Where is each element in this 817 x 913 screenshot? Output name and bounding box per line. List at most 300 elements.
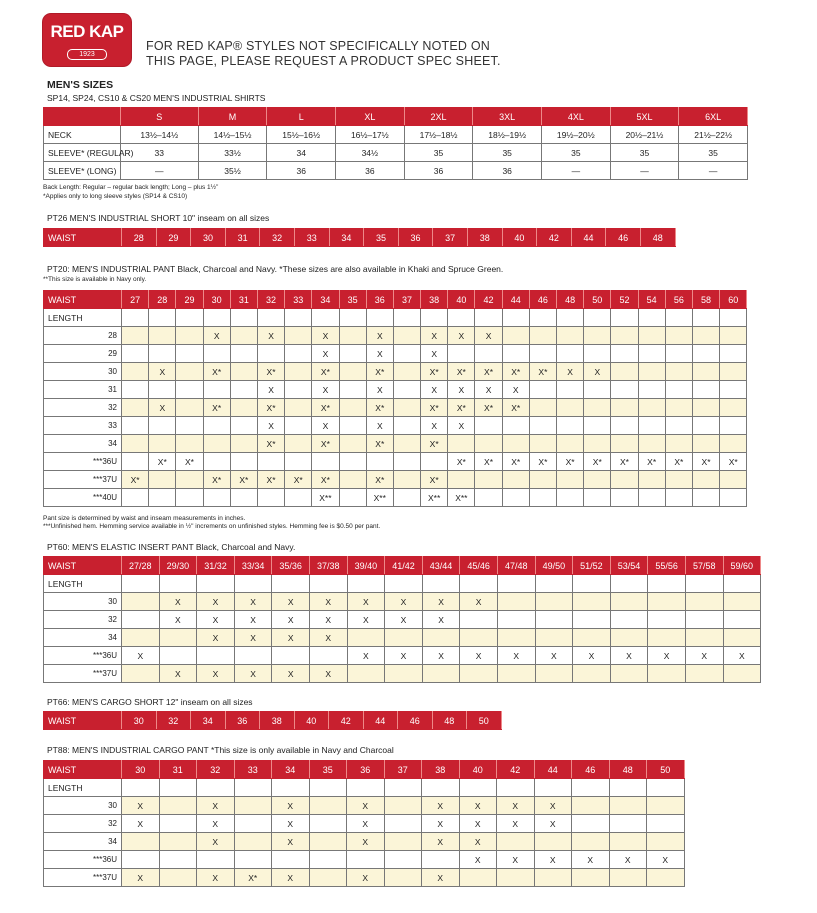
availability-cell: [648, 593, 686, 611]
availability-cell: [638, 417, 665, 435]
availability-cell: X: [272, 869, 310, 887]
availability-cell: [176, 345, 203, 363]
waist-size: 31: [159, 761, 197, 779]
availability-cell: X*: [203, 363, 230, 381]
availability-cell: X*: [475, 453, 502, 471]
availability-cell: X: [149, 399, 176, 417]
availability-cell: [557, 435, 584, 453]
table-row: [44, 869, 685, 887]
availability-cell: [529, 399, 556, 417]
availability-cell: [665, 363, 692, 381]
table-row: [44, 435, 747, 453]
empty-cell: [648, 575, 686, 593]
availability-cell: X: [385, 647, 423, 665]
availability-cell: [557, 489, 584, 507]
empty-cell: [535, 575, 573, 593]
availability-cell: [529, 435, 556, 453]
availability-cell: [611, 381, 638, 399]
availability-cell: [692, 471, 719, 489]
availability-cell: [285, 435, 312, 453]
waist-label: WAIST: [44, 761, 122, 779]
availability-cell: [502, 435, 529, 453]
availability-cell: [573, 611, 611, 629]
availability-cell: [422, 851, 460, 869]
length-row-label: ***36U: [44, 647, 122, 665]
waist-size: 44: [363, 712, 398, 730]
availability-cell: [535, 665, 573, 683]
availability-cell: [203, 345, 230, 363]
availability-cell: X: [497, 851, 535, 869]
availability-cell: X: [272, 833, 310, 851]
availability-cell: [159, 851, 197, 869]
empty-cell: [347, 575, 385, 593]
availability-cell: X*: [529, 453, 556, 471]
size-cell: 15½–16½: [267, 126, 336, 144]
availability-cell: [122, 417, 149, 435]
table-row: [44, 363, 747, 381]
availability-cell: X: [312, 327, 339, 345]
table-row: [44, 381, 747, 399]
availability-cell: [149, 471, 176, 489]
availability-cell: [692, 417, 719, 435]
waist-size: 48: [557, 291, 584, 309]
waist-size: 30: [122, 712, 157, 730]
length-header-row: [44, 309, 747, 327]
waist-size: 50: [584, 291, 611, 309]
length-row-label: 29: [44, 345, 122, 363]
waist-size: 34: [312, 291, 339, 309]
availability-cell: [459, 869, 497, 887]
availability-cell: [557, 399, 584, 417]
red-kap-logo: [43, 14, 131, 66]
waist-size: 36: [398, 229, 433, 247]
waist-size: 50: [467, 712, 502, 730]
size-cell: 33: [120, 144, 198, 162]
empty-cell: [197, 779, 235, 797]
availability-cell: X*: [502, 453, 529, 471]
pt60-size-table: [43, 556, 761, 683]
availability-cell: X*: [557, 453, 584, 471]
availability-cell: X*: [230, 471, 257, 489]
empty-cell: [572, 779, 610, 797]
availability-cell: X*: [692, 453, 719, 471]
availability-cell: [638, 489, 665, 507]
notice-line-2: THIS PAGE, PLEASE REQUEST A PRODUCT SPEC SHEET.: [146, 54, 501, 68]
waist-size: 42: [475, 291, 502, 309]
empty-cell: [309, 779, 347, 797]
availability-cell: X*: [257, 363, 284, 381]
availability-cell: [692, 363, 719, 381]
availability-cell: [685, 629, 723, 647]
availability-cell: [584, 399, 611, 417]
shirt-size-header: 6XL: [679, 108, 748, 126]
availability-cell: [122, 381, 149, 399]
waist-size: 40: [294, 712, 329, 730]
availability-cell: [159, 815, 197, 833]
waist-size: 40: [448, 291, 475, 309]
waist-label: WAIST: [44, 712, 122, 730]
availability-cell: [685, 593, 723, 611]
availability-cell: X*: [366, 363, 393, 381]
availability-cell: X*: [448, 363, 475, 381]
length-row-label: ***37U: [44, 665, 122, 683]
length-row-label: 30: [44, 363, 122, 381]
availability-cell: X: [272, 797, 310, 815]
availability-cell: [385, 629, 423, 647]
availability-cell: [422, 665, 460, 683]
waist-size: 27/28: [122, 557, 160, 575]
availability-cell: X: [422, 869, 460, 887]
availability-cell: X: [197, 629, 235, 647]
empty-cell: [685, 575, 723, 593]
availability-cell: [723, 629, 761, 647]
availability-cell: X: [347, 833, 385, 851]
pt20-note-2: ***Unfinished hem. Hemming service available in ½" increments on unfinished styles. Hemming fee is $0.50 per pant.: [43, 523, 381, 530]
availability-cell: [272, 647, 310, 665]
availability-cell: [638, 399, 665, 417]
availability-cell: [384, 815, 422, 833]
availability-cell: [448, 345, 475, 363]
availability-cell: [648, 665, 686, 683]
availability-cell: [529, 489, 556, 507]
availability-cell: X: [422, 647, 460, 665]
waist-header-row: [44, 291, 747, 309]
availability-cell: [347, 851, 385, 869]
availability-cell: [638, 381, 665, 399]
availability-cell: [572, 815, 610, 833]
length-row-label: 34: [44, 435, 122, 453]
availability-cell: [176, 327, 203, 345]
availability-cell: [122, 489, 149, 507]
length-row-label: ***40U: [44, 489, 122, 507]
size-cell: 36: [404, 162, 473, 180]
availability-cell: [422, 629, 460, 647]
availability-cell: X: [234, 629, 272, 647]
size-cell: 34: [267, 144, 336, 162]
availability-cell: [285, 381, 312, 399]
empty-cell: [611, 309, 638, 327]
empty-cell: [234, 575, 272, 593]
waist-size: 34: [329, 229, 364, 247]
availability-cell: [149, 489, 176, 507]
shirt-size-header: S: [120, 108, 198, 126]
empty-cell: [422, 575, 460, 593]
availability-cell: [122, 665, 160, 683]
availability-cell: [610, 665, 648, 683]
waist-size: 35/36: [272, 557, 310, 575]
table-row: [44, 665, 761, 683]
waist-size: 48: [432, 712, 467, 730]
shirt-size-header: 5XL: [610, 108, 679, 126]
availability-cell: [230, 363, 257, 381]
availability-cell: [176, 399, 203, 417]
availability-cell: [460, 665, 498, 683]
availability-cell: [529, 471, 556, 489]
waist-label: WAIST: [44, 229, 122, 247]
table-row: [44, 611, 761, 629]
empty-cell: [197, 575, 235, 593]
availability-cell: X: [234, 593, 272, 611]
availability-cell: X*: [257, 471, 284, 489]
availability-cell: X: [534, 797, 572, 815]
shirt-size-header: L: [267, 108, 336, 126]
availability-cell: X: [272, 611, 310, 629]
waist-size: 29: [156, 229, 191, 247]
size-cell: 36: [336, 162, 405, 180]
availability-cell: [720, 399, 747, 417]
availability-cell: X: [122, 797, 160, 815]
availability-cell: [393, 489, 420, 507]
waist-size: 42: [497, 761, 535, 779]
availability-cell: [685, 611, 723, 629]
availability-cell: [159, 647, 197, 665]
availability-cell: [149, 345, 176, 363]
waist-size: 55/56: [648, 557, 686, 575]
availability-cell: [648, 629, 686, 647]
mens-sizes-title: MEN'S SIZES: [47, 79, 114, 91]
availability-cell: X*: [176, 453, 203, 471]
waist-size: 33: [294, 229, 329, 247]
logo-brand: RED KAP: [50, 22, 124, 41]
availability-cell: [393, 345, 420, 363]
waist-size: 35: [339, 291, 366, 309]
availability-cell: [665, 435, 692, 453]
availability-cell: [122, 345, 149, 363]
availability-cell: [393, 435, 420, 453]
availability-cell: X*: [421, 363, 448, 381]
empty-cell: [385, 575, 423, 593]
empty-cell: [312, 309, 339, 327]
waist-size: 42: [537, 229, 572, 247]
availability-cell: X: [366, 345, 393, 363]
empty-cell: [384, 779, 422, 797]
availability-cell: [723, 665, 761, 683]
availability-cell: X*: [312, 399, 339, 417]
availability-cell: [230, 399, 257, 417]
availability-cell: [285, 363, 312, 381]
availability-cell: X: [497, 797, 535, 815]
length-header-row: [44, 575, 761, 593]
availability-cell: [149, 381, 176, 399]
availability-cell: [309, 797, 347, 815]
availability-cell: [176, 489, 203, 507]
size-cell: —: [679, 162, 748, 180]
availability-cell: [257, 453, 284, 471]
availability-cell: X: [366, 327, 393, 345]
availability-cell: X*: [638, 453, 665, 471]
length-header-row: [44, 779, 685, 797]
waist-size: 36: [366, 291, 393, 309]
waist-size: 54: [638, 291, 665, 309]
size-cell: 13½–14½: [120, 126, 198, 144]
empty-cell: [475, 309, 502, 327]
waist-size: 34: [272, 761, 310, 779]
availability-cell: [692, 489, 719, 507]
availability-cell: X: [122, 647, 160, 665]
size-cell: 20½–21½: [610, 126, 679, 144]
availability-cell: X: [609, 851, 647, 869]
length-row-label: 31: [44, 381, 122, 399]
waist-size: 38: [421, 291, 448, 309]
empty-cell: [393, 309, 420, 327]
length-row-label: 32: [44, 815, 122, 833]
row-label: NECK: [44, 126, 121, 144]
shirt-header-row: [44, 108, 748, 126]
waist-size: 38: [422, 761, 460, 779]
table-row: [44, 797, 685, 815]
availability-cell: X*: [502, 399, 529, 417]
availability-cell: X*: [366, 435, 393, 453]
empty-cell: [176, 309, 203, 327]
availability-cell: X: [122, 815, 160, 833]
waist-size: 44: [534, 761, 572, 779]
availability-cell: [609, 815, 647, 833]
empty-cell: [203, 309, 230, 327]
availability-cell: X: [385, 611, 423, 629]
waist-size: 31/32: [197, 557, 235, 575]
availability-cell: [502, 327, 529, 345]
waist-size: 39/40: [347, 557, 385, 575]
availability-cell: [159, 833, 197, 851]
availability-cell: [159, 629, 197, 647]
availability-cell: [339, 435, 366, 453]
availability-cell: X**: [312, 489, 339, 507]
availability-cell: X: [422, 593, 460, 611]
availability-cell: [176, 381, 203, 399]
availability-cell: [122, 593, 160, 611]
waist-size: 37: [384, 761, 422, 779]
empty-cell: [502, 309, 529, 327]
shirt-size-header: [44, 108, 121, 126]
length-label: LENGTH: [44, 779, 122, 797]
length-row-label: 30: [44, 797, 122, 815]
availability-cell: [584, 417, 611, 435]
availability-cell: [312, 453, 339, 471]
availability-cell: X: [573, 647, 611, 665]
availability-cell: [421, 453, 448, 471]
availability-cell: [723, 611, 761, 629]
size-cell: 18½–19½: [473, 126, 542, 144]
availability-cell: [159, 797, 197, 815]
waist-size: 42: [329, 712, 364, 730]
availability-cell: [285, 489, 312, 507]
availability-cell: X: [460, 593, 498, 611]
empty-cell: [230, 309, 257, 327]
waist-size: 30: [203, 291, 230, 309]
table-row: [44, 345, 747, 363]
availability-cell: X: [421, 327, 448, 345]
availability-cell: X: [535, 647, 573, 665]
availability-cell: X*: [665, 453, 692, 471]
availability-cell: [497, 629, 535, 647]
availability-cell: X*: [475, 399, 502, 417]
availability-cell: [647, 833, 685, 851]
table-row: [44, 815, 685, 833]
availability-cell: [309, 647, 347, 665]
availability-cell: [502, 489, 529, 507]
size-cell: 35: [610, 144, 679, 162]
availability-cell: [339, 381, 366, 399]
size-cell: 36: [267, 162, 336, 180]
table-row: [44, 647, 761, 665]
availability-cell: [309, 833, 347, 851]
empty-cell: [149, 309, 176, 327]
availability-cell: X*: [203, 399, 230, 417]
availability-cell: X: [422, 797, 460, 815]
availability-cell: X: [497, 647, 535, 665]
availability-cell: [122, 833, 160, 851]
availability-cell: [393, 327, 420, 345]
availability-cell: [665, 471, 692, 489]
availability-cell: [159, 869, 197, 887]
availability-cell: X: [159, 593, 197, 611]
availability-cell: [611, 435, 638, 453]
empty-cell: [122, 309, 149, 327]
empty-cell: [638, 309, 665, 327]
availability-cell: [475, 489, 502, 507]
availability-cell: [573, 665, 611, 683]
waist-size: 50: [647, 761, 685, 779]
availability-cell: X: [584, 363, 611, 381]
availability-cell: X: [685, 647, 723, 665]
availability-cell: X: [257, 327, 284, 345]
empty-cell: [159, 575, 197, 593]
availability-cell: X: [366, 417, 393, 435]
availability-cell: [197, 851, 235, 869]
availability-cell: [339, 489, 366, 507]
availability-cell: X*: [203, 471, 230, 489]
availability-cell: [720, 435, 747, 453]
availability-cell: [529, 417, 556, 435]
empty-cell: [272, 575, 310, 593]
availability-cell: [665, 489, 692, 507]
availability-cell: X: [197, 611, 235, 629]
pt66-title: PT66: MEN'S CARGO SHORT 12" inseam on all sizes: [47, 697, 253, 707]
availability-cell: X: [197, 797, 235, 815]
pt26-size-table: [43, 228, 676, 247]
table-row: [44, 417, 747, 435]
length-row-label: 34: [44, 629, 122, 647]
shirts-subtitle: SP14, SP24, CS10 & CS20 MEN'S INDUSTRIAL SHIRTS: [47, 93, 266, 103]
availability-cell: [285, 399, 312, 417]
availability-cell: X*: [421, 471, 448, 489]
availability-cell: X: [475, 327, 502, 345]
availability-cell: [347, 665, 385, 683]
availability-cell: X: [309, 665, 347, 683]
availability-cell: [648, 611, 686, 629]
empty-cell: [692, 309, 719, 327]
availability-cell: [685, 665, 723, 683]
availability-cell: [393, 363, 420, 381]
availability-cell: [572, 869, 610, 887]
availability-cell: [339, 417, 366, 435]
empty-cell: [610, 575, 648, 593]
waist-size: 33/34: [234, 557, 272, 575]
availability-cell: X*: [475, 363, 502, 381]
empty-cell: [459, 779, 497, 797]
shirt-size-header: M: [198, 108, 267, 126]
availability-cell: [557, 471, 584, 489]
size-cell: 35: [473, 144, 542, 162]
availability-cell: [197, 647, 235, 665]
availability-cell: [692, 345, 719, 363]
pt20-navy-note: **This size is available in Navy only.: [43, 276, 147, 283]
empty-cell: [647, 779, 685, 797]
availability-cell: X**: [366, 489, 393, 507]
availability-cell: X: [312, 417, 339, 435]
waist-size: 52: [611, 291, 638, 309]
waist-row: [44, 712, 502, 730]
